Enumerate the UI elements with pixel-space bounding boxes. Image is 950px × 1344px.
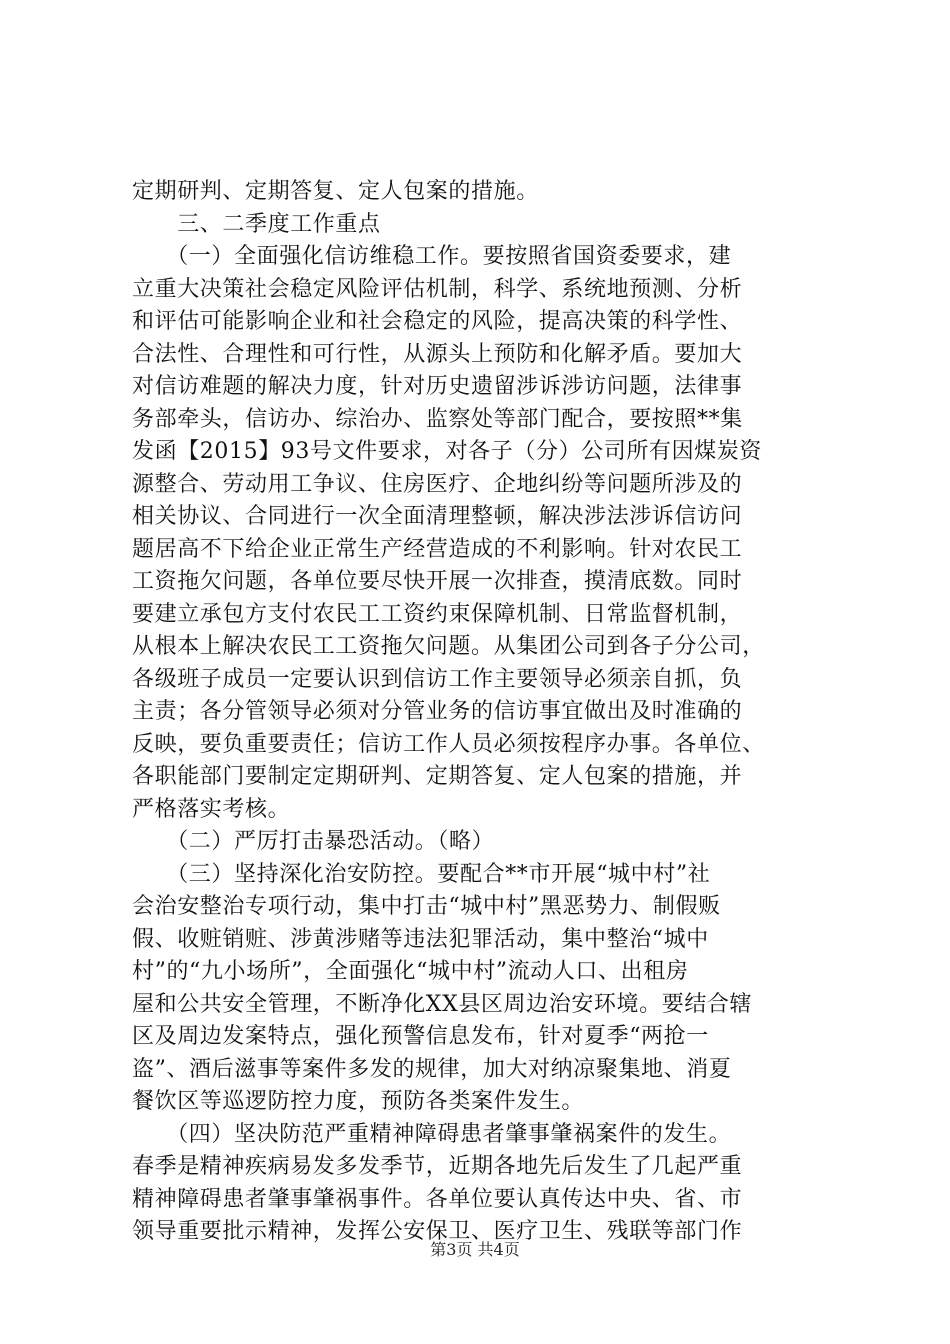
text-line: 相关协议、合同进行一次全面清理整顿，解决涉法涉诉信访问: [132, 504, 743, 529]
text-line: 反映，要负重要责任；信访工作人员必须按程序办事。各单位、: [132, 731, 765, 757]
text-line: 村”的“九小场所”，全面强化“城中村”流动人口、出租房: [132, 959, 689, 984]
text-line: 各职能部门要制定定期研判、定期答复、定人包案的措施，并: [132, 764, 743, 789]
text-line: 三、二季度工作重点: [132, 211, 381, 237]
text-line: （三）坚持深化治安防控。要配合**市开展“城中村”社: [132, 861, 711, 887]
text-line: 春季是精神疾病易发多发季节，近期各地先后发生了几起严重: [132, 1154, 743, 1179]
text-line: 和评估可能影响企业和社会稳定的风险，提高决策的科学性、: [132, 309, 743, 334]
text-line: 屋和公共安全管理，不断净化XX县区周边治安环境。要结合辖: [132, 991, 753, 1017]
text-line: 会治安整治专项行动，集中打击“城中村”黑恶势力、制假贩: [132, 894, 721, 919]
text-line: 务部牵头，信访办、综治办、监察处等部门配合，要按照**集: [132, 406, 743, 432]
text-line: （四）坚决防范严重精神障碍患者肇事肇祸案件的发生。: [132, 1121, 732, 1147]
text-line: 领导重要批示精神，发挥公安保卫、医疗卫生、残联等部门作: [132, 1219, 743, 1244]
text-line: 对信访难题的解决力度，针对历史遗留涉诉涉访问题，法律事: [132, 374, 743, 399]
text-line: （二）严厉打击暴恐活动。（略）: [132, 829, 495, 854]
text-line: 严格落实考核。: [132, 796, 291, 822]
text-line: 题居高不下给企业正常生产经营造成的不利影响。针对农民工: [132, 536, 743, 562]
text-line: （一）全面强化信访维稳工作。要按照省国资委要求，建: [132, 244, 732, 269]
text-line: 主责；各分管领导必须对分管业务的信访事宜做出及时准确的: [132, 699, 743, 724]
document-body: [132, 176, 828, 1249]
page-footer: 第3页 共4页: [430, 1240, 520, 1259]
text-line: 立重大决策社会稳定风险评估机制，科学、系统地预测、分析: [132, 276, 743, 302]
text-line: 合法性、合理性和可行性，从源头上预防和化解矛盾。要加大: [132, 341, 743, 367]
text-line: 假、收赃销赃、涉黄涉赌等违法犯罪活动，集中整治“城中: [132, 926, 709, 952]
text-line: 精神障碍患者肇事肇祸事件。各单位要认真传达中央、省、市: [132, 1186, 743, 1212]
text-line: 盗”、酒后滋事等案件多发的规律，加大对纳凉聚集地、消夏: [132, 1056, 732, 1082]
text-line: 定期研判、定期答复、定人包案的措施。: [132, 179, 539, 204]
text-line: 源整合、劳动用工争议、住房医疗、企地纠纷等问题所涉及的: [132, 471, 743, 497]
text-line: 餐饮区等巡逻防控力度，预防各类案件发生。: [132, 1089, 585, 1114]
text-line: 工资拖欠问题，各单位要尽快开展一次排查，摸清底数。同时: [132, 569, 743, 594]
text-line: 区及周边发案特点，强化预警信息发布，针对夏季“两抢一: [132, 1024, 709, 1049]
text-line: 各级班子成员一定要认识到信访工作主要领导必须亲自抓，负: [132, 666, 743, 692]
text-line: 要建立承包方支付农民工工资约束保障机制、日常监督机制，: [132, 601, 743, 627]
text-line: 从根本上解决农民工工资拖欠问题。从集团公司到各子分公司，: [132, 634, 765, 659]
text-line: 发函【2015】93号文件要求，对各子（分）公司所有因煤炭资: [132, 439, 762, 464]
